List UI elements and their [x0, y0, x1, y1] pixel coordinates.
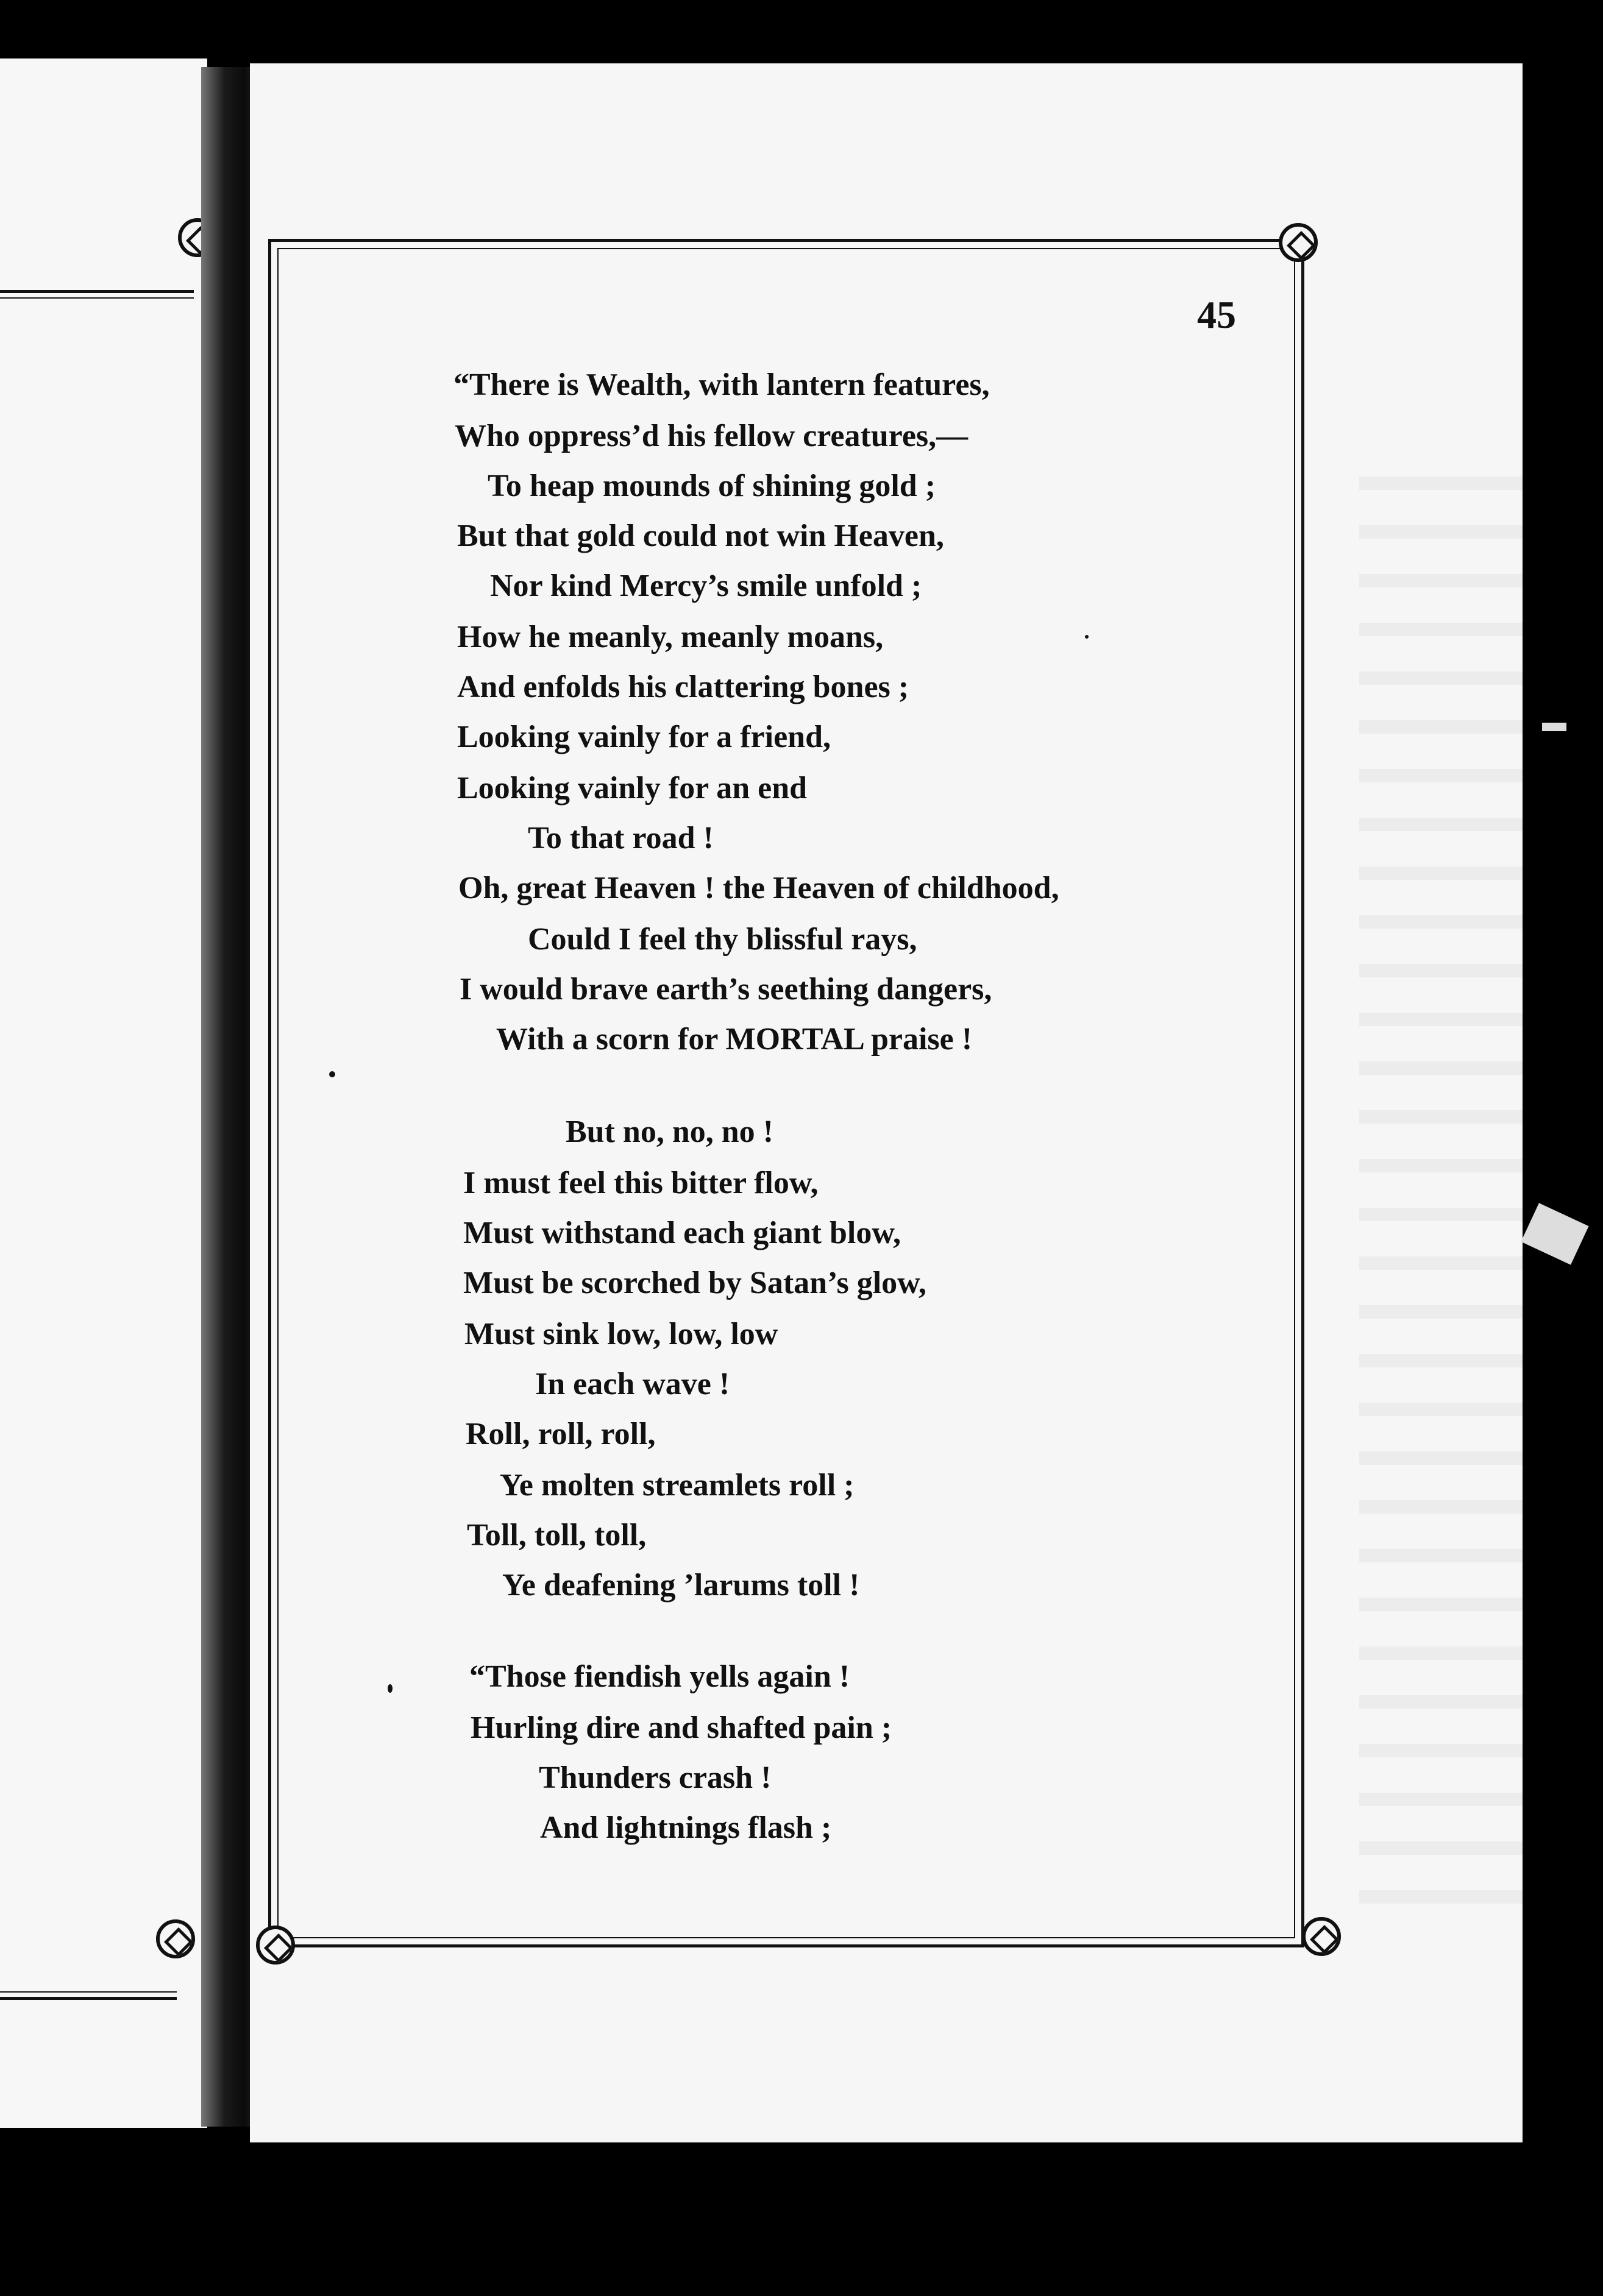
poem-line: Toll, toll, toll,	[467, 1518, 647, 1553]
ink-speck	[329, 1071, 335, 1077]
show-through-text	[1359, 441, 1530, 1904]
ink-speck	[1085, 635, 1089, 639]
poem-line: How he meanly, meanly moans,	[457, 620, 884, 654]
left-page	[0, 58, 207, 2128]
poem-line: Roll, roll, roll,	[466, 1417, 656, 1451]
frame-corner-ornament-icon	[256, 1926, 295, 1965]
poem-line: Must sink low, low, low	[464, 1317, 778, 1352]
poem-line: But that gold could not win Heaven,	[457, 519, 944, 553]
poem-line: And lightnings flash ;	[540, 1810, 832, 1845]
left-frame-top-rule	[0, 290, 194, 299]
poem-line: “There is Wealth, with lantern features,	[453, 367, 990, 402]
poem-line: Nor kind Mercy’s smile unfold ;	[490, 569, 922, 603]
poem-line: Oh, great Heaven ! the Heaven of childhood,	[458, 871, 1059, 905]
poem-line: I must feel this bitter flow,	[463, 1166, 819, 1200]
poem-line: In each wave !	[535, 1367, 730, 1401]
poem-line: With a scorn for MORTAL praise !	[496, 1022, 973, 1057]
poem-line: But no, no, no !	[566, 1114, 773, 1149]
poem-line: Who oppress’d his fellow creatures,—	[455, 419, 969, 453]
poem-line: Could I feel thy blissful rays,	[528, 922, 917, 957]
poem-line: I would brave earth’s seething dangers,	[460, 972, 992, 1007]
scan-artifact	[1521, 1203, 1588, 1264]
frame-corner-ornament-icon	[1302, 1917, 1341, 1956]
left-frame-bottom-rule	[0, 1991, 177, 2000]
poem-line: Must withstand each giant blow,	[463, 1216, 901, 1250]
frame-corner-ornament-icon	[1279, 223, 1318, 262]
poem-line: “Those fiendish yells again !	[469, 1659, 850, 1694]
poem-line: To heap mounds of shining gold ;	[488, 469, 936, 503]
left-frame-corner-ornament-icon	[156, 1919, 195, 1958]
poem-line: Thunders crash !	[539, 1760, 772, 1795]
poem-line: To that road !	[528, 821, 714, 856]
poem-line: Looking vainly for a friend,	[457, 720, 831, 754]
poem-line: Hurling dire and shafted pain ;	[471, 1710, 892, 1745]
poem-line: And enfolds his clattering bones ;	[457, 670, 909, 704]
ink-speck	[388, 1684, 393, 1693]
scan-artifact	[1542, 723, 1566, 731]
poem-line: Ye deafening ’larums toll !	[502, 1568, 860, 1603]
page-number: 45	[1197, 293, 1236, 336]
poem-line: Must be scorched by Satan’s glow,	[463, 1266, 926, 1300]
poem-line: Ye molten streamlets roll ;	[500, 1468, 855, 1503]
poem-line: Looking vainly for an end	[457, 771, 808, 806]
